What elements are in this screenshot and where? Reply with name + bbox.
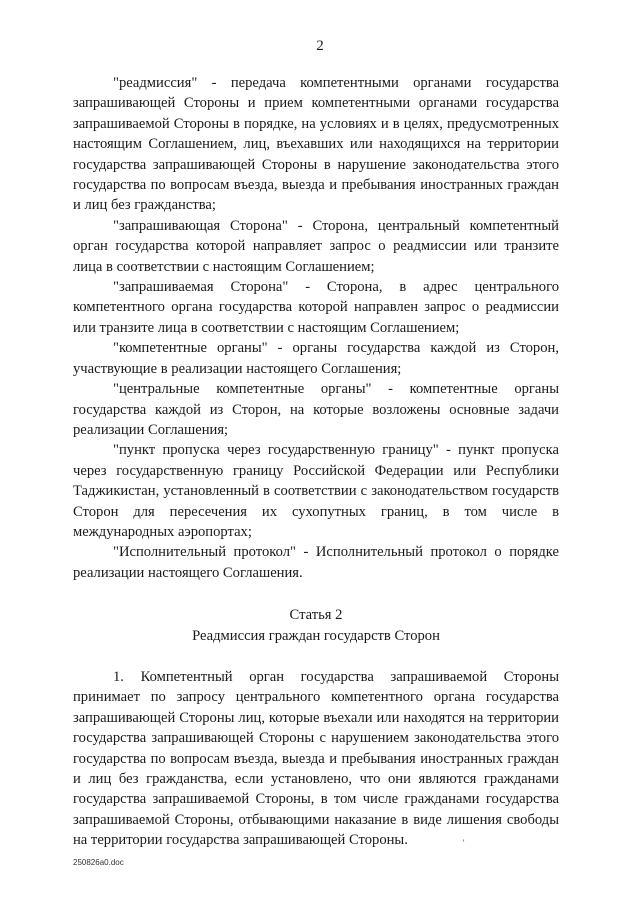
article-paragraph: 1. Компетентный орган государства запрашиваемой Стороны принимает по запросу центрального компетентного органа государства запрашивающей Стороны лиц, которые въехали или находятся на территории государства запрашивающей Стороны с нарушением законодательства этого государства по вопросам въезда, выезда и пребывания иностранных граждан и лиц без гражданства, если установлено, что они являются гражданами государства запрашиваемой Стороны, в том числе гражданами государства запрашиваемой Стороны, отбывающими наказание в виде лишения свободы на территории государства запрашивающей Стороны. xyxy=(73,668,559,849)
stray-mark: ʼ xyxy=(462,838,465,848)
article-number: Статья 2 xyxy=(289,607,343,624)
definition-requested-party: "запрашиваемая Сторона" - Сторона, в адрес центрального компетентного органа государства которой направлен запрос о реадмиссии или транзите лица в соответствии с настоящим Соглашением; xyxy=(73,279,559,336)
definition-executive-protocol: "Исполнительный протокол" - Исполнительный протокол о порядке реализации настоящего Соглашения. xyxy=(73,544,559,581)
article-title: Реадмиссия граждан государств Сторон xyxy=(192,627,440,644)
definition-readmission: "реадмиссия" - передача компетентными органами государства запрашивающей Стороны и прием компетентными органами государства запрашиваемой Стороны в порядке, на условиях и в целях, предусмотренных настоящим Соглашением, лиц, въехавших или находящихся на территории государства запрашивающей Стороны в нарушение законодательства этого государства по вопросам въезда, выезда и пребывания иностранных граждан и лиц без гражданства; xyxy=(73,75,559,214)
definition-requesting-party: "запрашивающая Сторона" - Сторона, центральный компетентный орган государства которой направляет запрос о реадмиссии или транзите лица в соответствии с настоящим Соглашением; xyxy=(73,217,559,275)
page-number: 2 xyxy=(316,38,324,54)
definition-competent-authorities: "компетентные органы" - органы государства каждой из Сторон, участвующие в реализации настоящего Соглашения; xyxy=(73,340,559,377)
document-body xyxy=(73,73,559,851)
definition-border-crossing-point: "пункт пропуска через государственную границу" - пункт пропуска через государственную границу Российской Федерации или Республики Таджикистан, установленный в соответствии с законодательством государств Сторон для пересечения их сухопутных границ, в том числе в международных аэропортах; xyxy=(73,442,559,540)
footer-filename: 250826a0.doc xyxy=(73,858,124,867)
definition-central-competent-authorities: "центральные компетентные органы" - компетентные органы государства каждой из Сторон, на которые возложены основные задачи реализации Соглашения; xyxy=(73,381,559,438)
